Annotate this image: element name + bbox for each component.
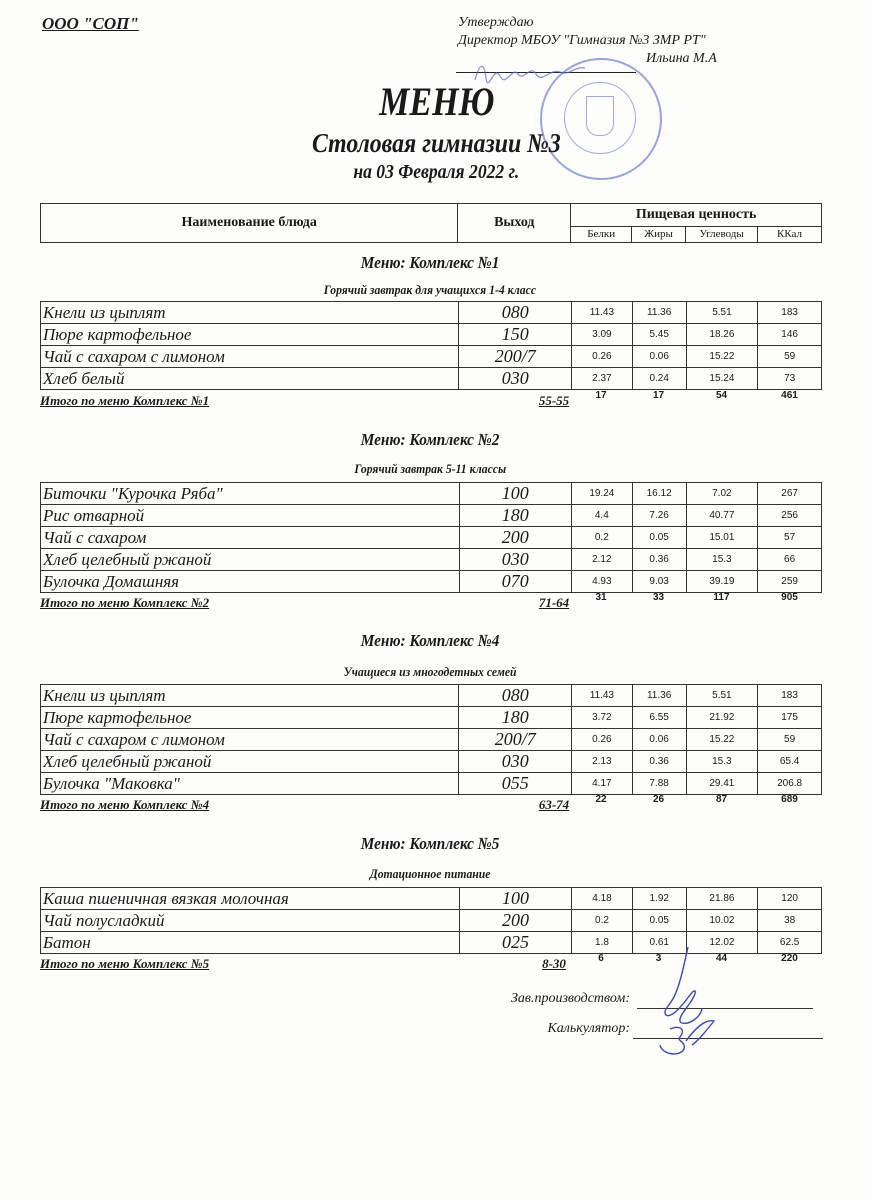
- total-kcal: 905: [781, 592, 798, 603]
- total-output: 71-64: [538, 595, 570, 610]
- header-kcal: ККал: [758, 226, 822, 242]
- section-total-row: [40, 390, 822, 411]
- section-subtitle: Горячий завтрак для учащихся 1-4 класс: [323, 282, 537, 297]
- dish-kcal: 175: [758, 707, 822, 729]
- dish-proteins: 0.2: [571, 527, 632, 549]
- dish-kcal: 73: [758, 368, 822, 390]
- dish-fats: 0.06: [632, 729, 686, 751]
- dish-name: Булочка "Маковка": [41, 773, 459, 795]
- total-label: Итого по меню Комплекс №2: [40, 595, 210, 610]
- header-carbs: Углеводы: [686, 226, 758, 242]
- dish-proteins: 4.17: [571, 773, 632, 795]
- dish-name: Чай с сахаром с лимоном: [41, 346, 459, 368]
- table-row: [41, 685, 822, 707]
- dish-carbs: 15.24: [686, 368, 758, 390]
- dish-output: 200/7: [459, 346, 572, 368]
- dish-kcal: 57: [758, 527, 822, 549]
- approval-signatory: Ильина М.А: [646, 51, 717, 66]
- table-row: [41, 368, 822, 390]
- table-row: [41, 910, 822, 932]
- dish-output: 030: [459, 549, 571, 571]
- dish-carbs: 15.3: [686, 751, 758, 773]
- dish-proteins: 19.24: [571, 483, 632, 505]
- table-row: [41, 324, 822, 346]
- total-carbs: 44: [715, 953, 728, 964]
- approval-line: Утверждаю: [458, 15, 534, 30]
- dish-fats: 16.12: [632, 483, 686, 505]
- total-label: Итого по меню Комплекс №1: [40, 393, 210, 408]
- dish-name: Хлеб целебный ржаной: [41, 549, 460, 571]
- total-kcal: 461: [781, 390, 798, 401]
- table-row: [41, 549, 822, 571]
- dish-proteins: 4.18: [572, 888, 633, 910]
- dish-name: Хлеб целебный ржаной: [41, 751, 459, 773]
- total-proteins: 22: [595, 794, 607, 805]
- dish-kcal: 256: [758, 505, 822, 527]
- total-proteins: 6: [598, 953, 604, 964]
- dish-proteins: 4.93: [571, 571, 632, 593]
- dish-kcal: 259: [758, 571, 822, 593]
- header-output: Выход: [458, 204, 571, 243]
- dish-output: 030: [459, 751, 572, 773]
- header-nutrition: Пищевая ценность: [571, 204, 822, 227]
- total-output: 55-55: [538, 393, 570, 408]
- table-row: [41, 302, 822, 324]
- dish-fats: 11.36: [632, 302, 686, 324]
- dish-output: 070: [459, 571, 571, 593]
- total-kcal: 689: [781, 794, 798, 805]
- dish-fats: 0.36: [632, 549, 686, 571]
- dish-name: Кнели из цыплят: [41, 685, 459, 707]
- dish-name: Батон: [41, 932, 460, 954]
- dish-carbs: 5.51: [686, 685, 758, 707]
- dish-proteins: 2.37: [572, 368, 633, 390]
- dish-fats: 6.55: [632, 707, 686, 729]
- dish-name: Чай с сахаром: [41, 527, 460, 549]
- total-output: 8-30: [542, 956, 566, 971]
- dish-kcal: 206.8: [758, 773, 822, 795]
- table-header: [40, 203, 822, 243]
- section-title: Меню: Комплекс №5: [360, 834, 500, 853]
- dish-carbs: 10.02: [686, 910, 758, 932]
- page-title: МЕНЮ: [378, 79, 495, 124]
- dish-output: 080: [459, 685, 572, 707]
- dish-fats: 0.05: [632, 910, 686, 932]
- menu-items-table: [40, 301, 822, 390]
- dish-name: Рис отварной: [41, 505, 460, 527]
- dish-fats: 0.36: [632, 751, 686, 773]
- total-label: Итого по меню Комплекс №5: [40, 956, 210, 971]
- dish-carbs: 15.22: [686, 729, 758, 751]
- dish-name: Каша пшеничная вязкая молочная: [41, 888, 460, 910]
- dish-kcal: 183: [758, 685, 822, 707]
- dish-carbs: 15.22: [686, 346, 758, 368]
- dish-fats: 0.06: [632, 346, 686, 368]
- dish-fats: 7.26: [632, 505, 686, 527]
- section-subtitle: Горячий завтрак 5-11 классы: [354, 461, 506, 476]
- menu-date: на 03 Февраля 2022 г.: [353, 161, 520, 183]
- dish-kcal: 38: [758, 910, 822, 932]
- dish-proteins: 3.09: [572, 324, 633, 346]
- total-fats: 17: [652, 390, 665, 401]
- table-row: [41, 888, 822, 910]
- dish-kcal: 59: [758, 729, 822, 751]
- section-title: Меню: Комплекс №1: [360, 253, 500, 272]
- dish-output: 180: [459, 505, 571, 527]
- table-row: [41, 505, 822, 527]
- section-total-row: [40, 794, 822, 815]
- dish-name: Пюре картофельное: [41, 324, 459, 346]
- dish-fats: 0.61: [632, 932, 686, 954]
- dish-kcal: 62.5: [758, 932, 822, 954]
- dish-fats: 7.88: [632, 773, 686, 795]
- section-total-row: [40, 592, 822, 613]
- section-title: Меню: Комплекс №2: [360, 430, 500, 449]
- table-row: [41, 346, 822, 368]
- dish-proteins: 11.43: [571, 685, 632, 707]
- total-proteins: 17: [595, 390, 607, 401]
- dish-name: Хлеб белый: [41, 368, 459, 390]
- dish-name: Кнели из цыплят: [41, 302, 459, 324]
- total-carbs: 117: [713, 592, 730, 603]
- dish-fats: 9.03: [632, 571, 686, 593]
- dish-carbs: 18.26: [686, 324, 758, 346]
- dish-fats: 11.36: [632, 685, 686, 707]
- dish-proteins: 0.2: [572, 910, 633, 932]
- header-dish-name: Наименование блюда: [41, 204, 458, 243]
- dish-kcal: 65.4: [758, 751, 822, 773]
- handwritten-signature-icon: [640, 945, 730, 1060]
- total-fats: 3: [655, 953, 662, 964]
- header-fats: Жиры: [632, 226, 686, 242]
- dish-fats: 1.92: [632, 888, 686, 910]
- table-row: [41, 773, 822, 795]
- dish-kcal: 183: [758, 302, 822, 324]
- dish-output: 100: [459, 888, 571, 910]
- dish-name: Булочка Домашняя: [41, 571, 460, 593]
- total-carbs: 87: [715, 794, 728, 805]
- header-proteins: Белки: [571, 226, 632, 242]
- dish-proteins: 3.72: [571, 707, 632, 729]
- dish-carbs: 12.02: [686, 932, 758, 954]
- total-fats: 26: [652, 794, 665, 805]
- total-output: 63-74: [538, 797, 570, 812]
- dish-kcal: 120: [758, 888, 822, 910]
- organization-name: ООО "СОП": [42, 14, 139, 33]
- table-row: [41, 571, 822, 593]
- menu-items-table: [40, 887, 822, 954]
- dish-name: Чай с сахаром с лимоном: [41, 729, 459, 751]
- dish-carbs: 7.02: [686, 483, 758, 505]
- dish-proteins: 11.43: [572, 302, 633, 324]
- dish-carbs: 5.51: [686, 302, 758, 324]
- dish-output: 025: [459, 932, 571, 954]
- dish-carbs: 40.77: [686, 505, 758, 527]
- total-kcal: 220: [781, 953, 798, 964]
- dish-output: 150: [459, 324, 572, 346]
- total-fats: 33: [652, 592, 665, 603]
- dish-carbs: 21.86: [686, 888, 758, 910]
- dish-proteins: 1.8: [572, 932, 633, 954]
- section-subtitle: Учащиеся из многодетных семей: [343, 664, 517, 679]
- dish-output: 100: [459, 483, 571, 505]
- table-row: [41, 707, 822, 729]
- page-subtitle: Столовая гимназии №3: [312, 128, 561, 158]
- calculator-label: Калькулятор:: [547, 1021, 630, 1036]
- dish-output: 200: [459, 910, 571, 932]
- dish-carbs: 29.41: [686, 773, 758, 795]
- dish-output: 080: [459, 302, 572, 324]
- dish-name: Пюре картофельное: [41, 707, 459, 729]
- dish-output: 200: [459, 527, 571, 549]
- section-title: Меню: Комплекс №4: [360, 631, 500, 650]
- dish-carbs: 21.92: [686, 707, 758, 729]
- dish-carbs: 15.01: [686, 527, 758, 549]
- dish-output: 055: [459, 773, 572, 795]
- total-carbs: 54: [715, 390, 728, 401]
- menu-items-table: [40, 684, 822, 795]
- dish-proteins: 0.26: [572, 346, 633, 368]
- total-label: Итого по меню Комплекс №4: [40, 797, 210, 812]
- dish-output: 200/7: [459, 729, 572, 751]
- dish-proteins: 2.13: [571, 751, 632, 773]
- dish-fats: 0.05: [632, 527, 686, 549]
- dish-proteins: 4.4: [571, 505, 632, 527]
- dish-carbs: 39.19: [686, 571, 758, 593]
- approval-position: Директор МБОУ "Гимназия №3 ЗМР РТ": [458, 33, 706, 48]
- table-row: [41, 527, 822, 549]
- table-row: [41, 483, 822, 505]
- section-subtitle: Дотационное питание: [369, 866, 491, 881]
- dish-proteins: 2.12: [571, 549, 632, 571]
- dish-kcal: 66: [758, 549, 822, 571]
- dish-kcal: 146: [758, 324, 822, 346]
- dish-name: Биточки "Курочка Ряба": [41, 483, 460, 505]
- dish-name: Чай полусладкий: [41, 910, 460, 932]
- dish-fats: 5.45: [632, 324, 686, 346]
- total-proteins: 31: [595, 592, 607, 603]
- dish-output: 180: [459, 707, 572, 729]
- table-row: [41, 729, 822, 751]
- dish-proteins: 0.26: [571, 729, 632, 751]
- dish-fats: 0.24: [632, 368, 686, 390]
- dish-carbs: 15.3: [686, 549, 758, 571]
- production-head-label: Зав.производством:: [510, 991, 630, 1006]
- table-row: [41, 751, 822, 773]
- dish-kcal: 267: [758, 483, 822, 505]
- dish-output: 030: [459, 368, 572, 390]
- menu-items-table: [40, 482, 822, 593]
- dish-kcal: 59: [758, 346, 822, 368]
